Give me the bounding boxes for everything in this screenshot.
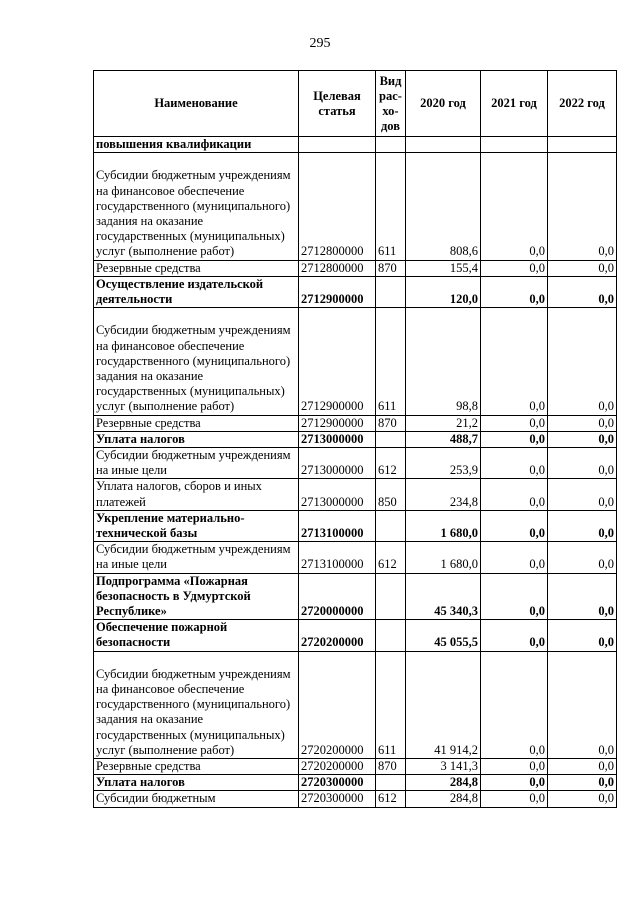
row-code-cell: 2720200000 (299, 759, 376, 775)
row-2022-cell: 0,0 (548, 510, 617, 541)
row-vid-cell: 870 (376, 759, 406, 775)
header-2020: 2020 год (406, 71, 481, 137)
row-2020-cell: 45 340,3 (406, 573, 481, 620)
table-row (94, 431, 617, 447)
budget-table (93, 70, 617, 808)
row-name-cell: Осуществление издательской деятельности (94, 276, 299, 307)
row-2021-cell: 0,0 (481, 479, 548, 510)
row-vid-cell (376, 137, 406, 153)
row-2022-cell: 0,0 (548, 759, 617, 775)
row-name-cell: Уплата налогов (94, 775, 299, 791)
table-row (94, 510, 617, 541)
row-name-cell: Субсидии бюджетным учреждениям на финансовое обеспечение государственного (муниципального) задания на оказание государственных (муниципальных) услуг (выполнение работ) (94, 153, 299, 260)
row-2020-cell: 234,8 (406, 479, 481, 510)
header-code (299, 71, 376, 137)
row-2020-cell: 3 141,3 (406, 759, 481, 775)
row-2020-cell: 284,8 (406, 791, 481, 807)
row-vid-cell: 612 (376, 542, 406, 573)
row-2022-cell: 0,0 (548, 775, 617, 791)
row-2021-cell: 0,0 (481, 448, 548, 479)
header-2021: 2021 год (481, 71, 548, 137)
row-name-cell: Уплата налогов (94, 431, 299, 447)
row-2022-cell: 0,0 (548, 542, 617, 573)
row-2021-cell: 0,0 (481, 308, 548, 415)
row-vid-cell: 850 (376, 479, 406, 510)
row-vid-cell: 611 (376, 153, 406, 260)
table-row (94, 276, 617, 307)
row-2022-cell: 0,0 (548, 479, 617, 510)
row-2021-cell: 0,0 (481, 759, 548, 775)
row-2021-cell: 0,0 (481, 276, 548, 307)
table-row (94, 260, 617, 276)
row-vid-cell (376, 431, 406, 447)
row-vid-cell: 612 (376, 791, 406, 807)
row-vid-cell: 870 (376, 415, 406, 431)
table-row (94, 448, 617, 479)
row-2020-cell: 155,4 (406, 260, 481, 276)
row-2020-cell: 1 680,0 (406, 542, 481, 573)
row-name-cell: Резервные средства (94, 260, 299, 276)
row-2021-cell: 0,0 (481, 651, 548, 758)
row-vid-cell: 611 (376, 308, 406, 415)
row-2021-cell: 0,0 (481, 620, 548, 651)
row-2020-cell: 21,2 (406, 415, 481, 431)
row-2020-cell: 1 680,0 (406, 510, 481, 541)
row-2020-cell: 98,8 (406, 308, 481, 415)
table-row (94, 651, 617, 758)
row-2022-cell: 0,0 (548, 415, 617, 431)
row-name-cell: Резервные средства (94, 415, 299, 431)
row-code-cell: 2713100000 (299, 510, 376, 541)
row-2022-cell: 0,0 (548, 260, 617, 276)
row-code-cell: 2720300000 (299, 775, 376, 791)
row-code-cell: 2712900000 (299, 308, 376, 415)
row-2020-cell: 120,0 (406, 276, 481, 307)
header-vid (376, 71, 406, 137)
row-2022-cell: 0,0 (548, 573, 617, 620)
row-2022-cell: 0,0 (548, 308, 617, 415)
row-2021-cell: 0,0 (481, 510, 548, 541)
row-2021-cell: 0,0 (481, 260, 548, 276)
row-code-cell: 2712800000 (299, 153, 376, 260)
row-2021-cell (481, 137, 548, 153)
row-name-cell: Субсидии бюджетным учреждениям на иные цели (94, 448, 299, 479)
row-name-cell: Обеспечение пожарной безопасности (94, 620, 299, 651)
row-2021-cell: 0,0 (481, 791, 548, 807)
row-name-cell: Субсидии бюджетным (94, 791, 299, 807)
header-code-line2: статья (318, 103, 356, 118)
header-vid-line: рас- (379, 88, 402, 103)
row-2022-cell: 0,0 (548, 153, 617, 260)
row-vid-cell (376, 276, 406, 307)
row-2022-cell: 0,0 (548, 651, 617, 758)
row-2020-cell: 808,6 (406, 153, 481, 260)
table-row (94, 620, 617, 651)
row-2022-cell: 0,0 (548, 791, 617, 807)
header-2022: 2022 год (548, 71, 617, 137)
row-code-cell: 2713000000 (299, 448, 376, 479)
row-2021-cell: 0,0 (481, 415, 548, 431)
row-name-cell: Субсидии бюджетным учреждениям на финансовое обеспечение государственного (муниципального) задания на оказание государственных (муниципальных) услуг (выполнение работ) (94, 651, 299, 758)
row-code-cell: 2713100000 (299, 542, 376, 573)
row-code-cell: 2720200000 (299, 620, 376, 651)
table-row (94, 415, 617, 431)
row-2020-cell (406, 137, 481, 153)
row-2020-cell: 253,9 (406, 448, 481, 479)
row-2022-cell: 0,0 (548, 448, 617, 479)
row-2020-cell: 488,7 (406, 431, 481, 447)
row-name-cell: Подпрограмма «Пожарная безопасность в Удмуртской Республике» (94, 573, 299, 620)
row-2020-cell: 284,8 (406, 775, 481, 791)
row-2022-cell: 0,0 (548, 276, 617, 307)
table-row (94, 153, 617, 260)
table-row (94, 308, 617, 415)
row-2022-cell: 0,0 (548, 620, 617, 651)
row-name-cell: повышения квалификации (94, 137, 299, 153)
row-2021-cell: 0,0 (481, 153, 548, 260)
row-vid-cell: 870 (376, 260, 406, 276)
row-code-cell: 2720200000 (299, 651, 376, 758)
row-vid-cell: 611 (376, 651, 406, 758)
header-vid-line: хо- (382, 103, 399, 118)
header-vid-line: Вид (379, 73, 402, 88)
row-2020-cell: 45 055,5 (406, 620, 481, 651)
table-row (94, 542, 617, 573)
table-row (94, 479, 617, 510)
table-row (94, 791, 617, 807)
row-code-cell: 2712900000 (299, 276, 376, 307)
row-vid-cell (376, 510, 406, 541)
row-name-cell: Субсидии бюджетным учреждениям на финансовое обеспечение государственного (муниципального) задания на оказание государственных (муниципальных) услуг (выполнение работ) (94, 308, 299, 415)
row-name-cell: Уплата налогов, сборов и иных платежей (94, 479, 299, 510)
row-2021-cell: 0,0 (481, 431, 548, 447)
table-row (94, 137, 617, 153)
row-name-cell: Субсидии бюджетным учреждениям на иные цели (94, 542, 299, 573)
header-code-line1: Целевая (313, 88, 361, 103)
row-name-cell: Укрепление материально-технической базы (94, 510, 299, 541)
row-2020-cell: 41 914,2 (406, 651, 481, 758)
row-code-cell: 2713000000 (299, 479, 376, 510)
header-name: Наименование (94, 71, 299, 137)
page-number: 295 (309, 36, 331, 51)
table-body (94, 137, 617, 808)
row-2021-cell: 0,0 (481, 542, 548, 573)
row-code-cell: 2720300000 (299, 791, 376, 807)
table-row (94, 759, 617, 775)
table-row (94, 573, 617, 620)
row-code-cell: 2712900000 (299, 415, 376, 431)
row-vid-cell (376, 620, 406, 651)
table-row (94, 775, 617, 791)
row-2021-cell: 0,0 (481, 775, 548, 791)
row-2022-cell (548, 137, 617, 153)
row-vid-cell (376, 573, 406, 620)
row-2022-cell: 0,0 (548, 431, 617, 447)
row-code-cell (299, 137, 376, 153)
row-code-cell: 2712800000 (299, 260, 376, 276)
row-name-cell: Резервные средства (94, 759, 299, 775)
header-vid-line: дов (380, 118, 400, 133)
row-vid-cell (376, 775, 406, 791)
row-2021-cell: 0,0 (481, 573, 548, 620)
table-header-row (94, 71, 617, 137)
row-code-cell: 2713000000 (299, 431, 376, 447)
row-code-cell: 2720000000 (299, 573, 376, 620)
row-vid-cell: 612 (376, 448, 406, 479)
